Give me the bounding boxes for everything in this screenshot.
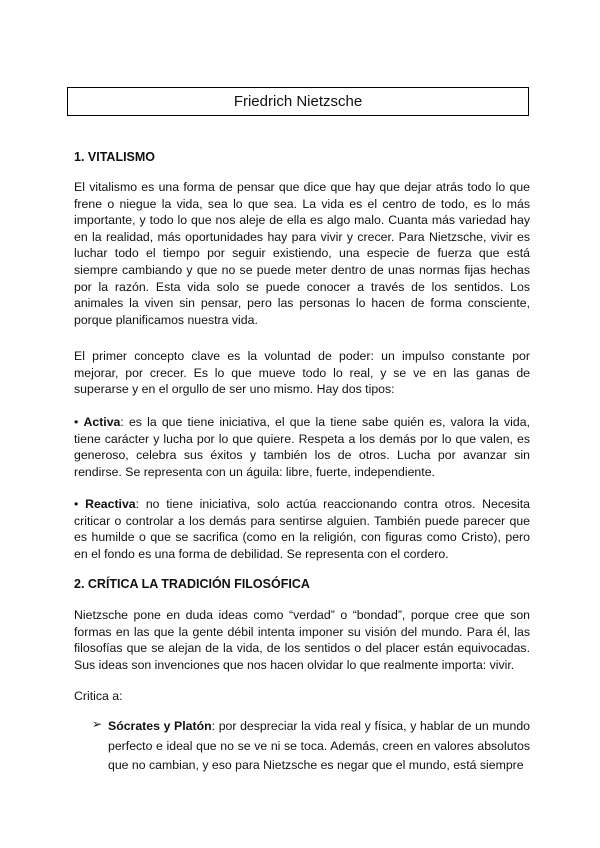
section-heading-vitalismo: 1. VITALISMO xyxy=(74,150,156,164)
item-socrates-platon xyxy=(108,717,530,776)
paragraph-critica: Nietzsche pone en duda ideas como “verdad” o “bondad”, porque cree que son formas en las que la gente débil intenta imponer su visión del mundo. Para él, las filosofías que se alejan de la vida, de los sentidos o del placer están equivocadas. Sus ideas son invenciones que nos hacen olvidar lo que realmente importa: vivir. xyxy=(74,608,530,672)
bullet-reactiva: • xyxy=(74,497,86,511)
title-box xyxy=(67,87,529,116)
term-reactiva: Reactiva xyxy=(85,497,136,511)
text-reactiva: : no tiene iniciativa, solo actúa reaccionando contra otros. Necesita criticar o controlar a los demás para sentirse alguien. También puede parecer que es humilde o que se sacrifica (como en la religión, con figuras como Cristo), pero en el fondo es una forma de debilidad. Se representa con el cordero. xyxy=(74,497,530,561)
term-socrates-platon: Sócrates y Platón xyxy=(108,719,212,733)
term-activa: Activa xyxy=(83,415,121,429)
page-title: Friedrich Nietzsche xyxy=(233,93,363,110)
text-socrates-platon: : por despreciar la vida real y física, y hablar de un mundo perfecto e ideal que no se ve ni se toca. Además, creen en valores absolutos que no cambian, y eso para Nietzsche es negar que el mundo, está siempre xyxy=(108,719,530,772)
paragraph-activa xyxy=(74,414,530,480)
critica-intro: Critica a: xyxy=(74,689,123,703)
paragraph-reactiva xyxy=(74,496,530,562)
paragraph-voluntad-poder: El primer concepto clave es la voluntad de poder: un impulso constante por mejorar, por crecer. Es lo que mueve todo lo real, y se ve en las ganas de superarse y en el orgullo de ser uno mismo. Hay dos tipos: xyxy=(74,349,530,397)
arrow-bullet-icon: ➢ xyxy=(92,717,103,731)
text-activa: : es la que tiene iniciativa, el que la tiene sabe quién es, valora la vida, tiene carácter y lucha por lo que quiere. Respeta a los demás por lo que valen, es generoso, celebra sus éxitos y también los de otros. Lucha por avanzar sin rendirse. Se representa con un águila: libre, fuerte, independiente. xyxy=(74,415,530,479)
section-heading-critica: 2. CRÍTICA LA TRADICIÓN FILOSÓFICA xyxy=(74,577,310,591)
bullet-activa: • xyxy=(74,415,84,429)
paragraph-vitalismo: El vitalismo es una forma de pensar que dice que hay que dejar atrás todo lo que frene o niegue la vida, sea lo que sea. La vida es el centro de todo, es lo más importante, y todo lo que nos aleje de ella es algo malo. Cuanta más variedad hay en la realidad, más oportunidades hay para vivir y crecer. Para Nietzsche, vivir es luchar todo el tiempo por seguir existiendo, una especie de fuerza que está siempre cambiando y que no se puede meter dentro de unas normas fijas hechas por la razón. Esta vida solo se puede conocer a través de los sentidos. Los animales la viven sin pensar, pero las personas lo hacen de forma consciente, porque planificamos nuestra vida. xyxy=(74,180,530,327)
